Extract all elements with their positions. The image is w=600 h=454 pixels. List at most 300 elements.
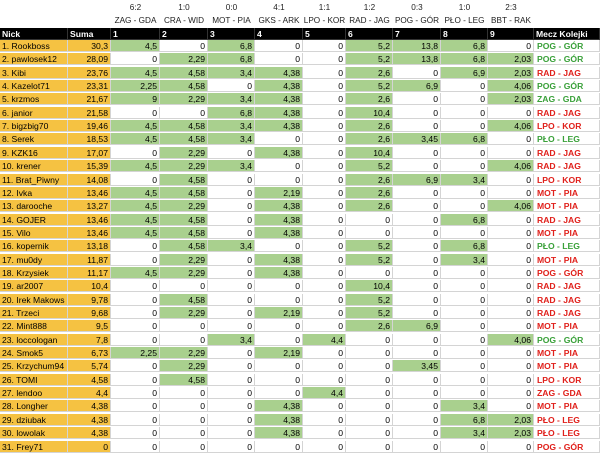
- score-cell[interactable]: 0: [255, 280, 303, 292]
- player-suma[interactable]: 23,76: [68, 67, 111, 79]
- score-cell[interactable]: 0: [160, 40, 208, 52]
- score-cell[interactable]: 0: [441, 120, 488, 132]
- mecz-kolejki-cell[interactable]: POG - GÓR: [534, 334, 600, 346]
- header-suma[interactable]: Suma: [68, 28, 111, 40]
- score-cell[interactable]: 6,8: [208, 107, 255, 119]
- mecz-kolejki-cell[interactable]: PŁO - LEG: [534, 133, 600, 145]
- score-cell[interactable]: 3,4: [208, 334, 255, 346]
- player-suma[interactable]: 6,73: [68, 347, 111, 359]
- score-cell[interactable]: 0: [393, 214, 441, 226]
- player-nick[interactable]: 12. Ivka: [0, 187, 68, 199]
- score-cell[interactable]: 4,38: [255, 200, 303, 212]
- score-cell[interactable]: 0: [208, 214, 255, 226]
- score-cell[interactable]: 0: [488, 133, 534, 145]
- score-cell[interactable]: 0: [441, 227, 488, 239]
- score-cell[interactable]: 0: [488, 441, 534, 453]
- score-cell[interactable]: 0: [346, 334, 393, 346]
- score-cell[interactable]: 0: [111, 254, 160, 266]
- player-suma[interactable]: 13,18: [68, 240, 111, 252]
- player-nick[interactable]: 26. TOMI: [0, 374, 68, 386]
- score-cell[interactable]: 0: [393, 374, 441, 386]
- mecz-kolejki-cell[interactable]: POG - GÓR: [534, 53, 600, 65]
- score-cell[interactable]: 10,4: [346, 147, 393, 159]
- score-cell[interactable]: 0: [346, 214, 393, 226]
- player-suma[interactable]: 13,46: [68, 214, 111, 226]
- score-cell[interactable]: 3,45: [393, 133, 441, 145]
- score-cell[interactable]: 0: [441, 320, 488, 332]
- player-nick[interactable]: 1. Rookboss: [0, 40, 68, 52]
- score-cell[interactable]: 0: [303, 120, 346, 132]
- score-cell[interactable]: 0: [441, 147, 488, 159]
- score-cell[interactable]: 0: [488, 360, 534, 372]
- score-cell[interactable]: 4,38: [255, 400, 303, 412]
- score-cell[interactable]: 0: [160, 280, 208, 292]
- score-cell[interactable]: 3,4: [208, 160, 255, 172]
- score-cell[interactable]: 0: [393, 187, 441, 199]
- score-cell[interactable]: 3,4: [208, 67, 255, 79]
- player-suma[interactable]: 15,39: [68, 160, 111, 172]
- mecz-kolejki-cell[interactable]: RAD - JAG: [534, 67, 600, 79]
- player-nick[interactable]: 27. lendoo: [0, 387, 68, 399]
- score-cell[interactable]: 0: [346, 427, 393, 439]
- score-cell[interactable]: 4,58: [160, 174, 208, 186]
- score-cell[interactable]: 2,25: [111, 80, 160, 92]
- score-cell[interactable]: 0: [303, 160, 346, 172]
- score-cell[interactable]: 0: [255, 174, 303, 186]
- score-cell[interactable]: 0: [208, 320, 255, 332]
- score-cell[interactable]: 0: [393, 307, 441, 319]
- score-cell[interactable]: 4,5: [111, 214, 160, 226]
- score-cell[interactable]: 4,38: [255, 120, 303, 132]
- score-cell[interactable]: 0: [208, 427, 255, 439]
- score-cell[interactable]: 0: [160, 400, 208, 412]
- score-cell[interactable]: 0: [111, 240, 160, 252]
- score-cell[interactable]: 4,38: [255, 147, 303, 159]
- score-cell[interactable]: 2,19: [255, 187, 303, 199]
- score-cell[interactable]: 0: [488, 187, 534, 199]
- score-cell[interactable]: 0: [303, 307, 346, 319]
- player-nick[interactable]: 7. bigzbig70: [0, 120, 68, 132]
- header-col-1[interactable]: 1: [111, 28, 160, 40]
- score-cell[interactable]: 0: [208, 387, 255, 399]
- score-cell[interactable]: 0: [488, 374, 534, 386]
- score-cell[interactable]: 0: [441, 387, 488, 399]
- score-cell[interactable]: 0: [208, 187, 255, 199]
- score-cell[interactable]: 0: [393, 200, 441, 212]
- score-cell[interactable]: 0: [208, 80, 255, 92]
- score-cell[interactable]: 0: [303, 374, 346, 386]
- score-cell[interactable]: 4,58: [160, 187, 208, 199]
- score-cell[interactable]: 0: [111, 174, 160, 186]
- header-col-6[interactable]: 6: [346, 28, 393, 40]
- score-cell[interactable]: 2,29: [160, 267, 208, 279]
- score-cell[interactable]: 2,29: [160, 160, 208, 172]
- score-cell[interactable]: 4,06: [488, 334, 534, 346]
- score-cell[interactable]: 4,5: [111, 160, 160, 172]
- score-cell[interactable]: 0: [488, 40, 534, 52]
- score-cell[interactable]: 0: [393, 160, 441, 172]
- score-cell[interactable]: 3,4: [208, 93, 255, 105]
- score-cell[interactable]: 10,4: [346, 280, 393, 292]
- mecz-kolejki-cell[interactable]: PŁO - LEG: [534, 414, 600, 426]
- mecz-kolejki-cell[interactable]: RAD - JAG: [534, 214, 600, 226]
- player-nick[interactable]: 11. Brat_Piwny: [0, 174, 68, 186]
- mecz-kolejki-cell[interactable]: RAD - JAG: [534, 160, 600, 172]
- score-cell[interactable]: 0: [160, 427, 208, 439]
- score-cell[interactable]: 4,58: [160, 133, 208, 145]
- score-cell[interactable]: 4,58: [160, 120, 208, 132]
- player-nick[interactable]: 25. Krzychum94: [0, 360, 68, 372]
- player-suma[interactable]: 7,8: [68, 334, 111, 346]
- player-nick[interactable]: 18. Krzysiek: [0, 267, 68, 279]
- score-cell[interactable]: 0: [160, 107, 208, 119]
- player-nick[interactable]: 20. Irek Makows: [0, 294, 68, 306]
- score-cell[interactable]: 0: [208, 294, 255, 306]
- score-cell[interactable]: 0: [303, 414, 346, 426]
- score-cell[interactable]: 0: [488, 227, 534, 239]
- header-col-7[interactable]: 7: [393, 28, 441, 40]
- score-cell[interactable]: 0: [488, 267, 534, 279]
- score-cell[interactable]: 0: [303, 147, 346, 159]
- player-suma[interactable]: 9,68: [68, 307, 111, 319]
- player-nick[interactable]: 29. dziubak: [0, 414, 68, 426]
- player-nick[interactable]: 17. mu0dy: [0, 254, 68, 266]
- player-suma[interactable]: 21,67: [68, 93, 111, 105]
- score-cell[interactable]: 0: [208, 147, 255, 159]
- header-col-8[interactable]: 8: [441, 28, 488, 40]
- score-cell[interactable]: 0: [303, 67, 346, 79]
- score-cell[interactable]: 0: [441, 441, 488, 453]
- score-cell[interactable]: 0: [303, 40, 346, 52]
- player-suma[interactable]: 23,31: [68, 80, 111, 92]
- mecz-kolejki-cell[interactable]: ZAG - GDA: [534, 387, 600, 399]
- player-nick[interactable]: 31. Frey71: [0, 441, 68, 453]
- player-nick[interactable]: 5. krzmos: [0, 93, 68, 105]
- mecz-kolejki-cell[interactable]: MOT - PIA: [534, 254, 600, 266]
- header-col-3[interactable]: 3: [208, 28, 255, 40]
- score-cell[interactable]: 2,6: [346, 174, 393, 186]
- score-cell[interactable]: 2,29: [160, 147, 208, 159]
- score-cell[interactable]: 0: [441, 200, 488, 212]
- player-nick[interactable]: 13. darooche: [0, 200, 68, 212]
- score-cell[interactable]: 0: [303, 227, 346, 239]
- score-cell[interactable]: 0: [303, 174, 346, 186]
- player-suma[interactable]: 9,78: [68, 294, 111, 306]
- mecz-kolejki-cell[interactable]: MOT - PIA: [534, 200, 600, 212]
- score-cell[interactable]: 6,8: [441, 53, 488, 65]
- score-cell[interactable]: 0: [441, 360, 488, 372]
- score-cell[interactable]: 0: [441, 107, 488, 119]
- score-cell[interactable]: 4,5: [111, 133, 160, 145]
- score-cell[interactable]: 0: [393, 240, 441, 252]
- score-cell[interactable]: 2,29: [160, 200, 208, 212]
- score-cell[interactable]: 0: [303, 80, 346, 92]
- score-cell[interactable]: 0: [441, 347, 488, 359]
- score-cell[interactable]: 0: [111, 400, 160, 412]
- score-cell[interactable]: 6,9: [393, 174, 441, 186]
- score-cell[interactable]: 0: [393, 400, 441, 412]
- score-cell[interactable]: 0: [160, 414, 208, 426]
- mecz-kolejki-cell[interactable]: MOT - PIA: [534, 187, 600, 199]
- score-cell[interactable]: 0: [303, 187, 346, 199]
- score-cell[interactable]: 4,38: [255, 227, 303, 239]
- score-cell[interactable]: 2,03: [488, 414, 534, 426]
- score-cell[interactable]: 2,6: [346, 120, 393, 132]
- score-cell[interactable]: 2,29: [160, 347, 208, 359]
- score-cell[interactable]: 0: [488, 107, 534, 119]
- score-cell[interactable]: 0: [303, 427, 346, 439]
- score-cell[interactable]: 4,4: [303, 334, 346, 346]
- score-cell[interactable]: 6,8: [441, 240, 488, 252]
- score-cell[interactable]: 0: [441, 334, 488, 346]
- score-cell[interactable]: 2,29: [160, 53, 208, 65]
- score-cell[interactable]: 6,8: [208, 40, 255, 52]
- score-cell[interactable]: 0: [160, 441, 208, 453]
- score-cell[interactable]: 6,8: [441, 133, 488, 145]
- score-cell[interactable]: 0: [393, 267, 441, 279]
- score-cell[interactable]: 2,6: [346, 200, 393, 212]
- score-cell[interactable]: 5,2: [346, 160, 393, 172]
- score-cell[interactable]: 6,8: [208, 53, 255, 65]
- mecz-kolejki-cell[interactable]: LPO - KOR: [534, 374, 600, 386]
- score-cell[interactable]: 2,19: [255, 347, 303, 359]
- score-cell[interactable]: 0: [441, 93, 488, 105]
- player-suma[interactable]: 13,46: [68, 227, 111, 239]
- player-suma[interactable]: 14,08: [68, 174, 111, 186]
- player-suma[interactable]: 21,58: [68, 107, 111, 119]
- score-cell[interactable]: 0: [303, 400, 346, 412]
- score-cell[interactable]: 4,58: [160, 80, 208, 92]
- player-nick[interactable]: 14. GOJER: [0, 214, 68, 226]
- score-cell[interactable]: 3,4: [208, 240, 255, 252]
- score-cell[interactable]: 0: [111, 374, 160, 386]
- score-cell[interactable]: 0: [160, 387, 208, 399]
- player-nick[interactable]: 24. Smok5: [0, 347, 68, 359]
- score-cell[interactable]: 4,38: [255, 67, 303, 79]
- player-suma[interactable]: 18,53: [68, 133, 111, 145]
- mecz-kolejki-cell[interactable]: ZAG - GDA: [534, 93, 600, 105]
- score-cell[interactable]: 0: [111, 107, 160, 119]
- score-cell[interactable]: 0: [393, 294, 441, 306]
- score-cell[interactable]: 0: [393, 280, 441, 292]
- player-nick[interactable]: 2. pawlosek12: [0, 53, 68, 65]
- score-cell[interactable]: 0: [488, 174, 534, 186]
- player-suma[interactable]: 9,5: [68, 320, 111, 332]
- score-cell[interactable]: 0: [393, 93, 441, 105]
- score-cell[interactable]: 0: [488, 307, 534, 319]
- score-cell[interactable]: 0: [441, 160, 488, 172]
- score-cell[interactable]: 0: [303, 267, 346, 279]
- score-cell[interactable]: 6,8: [441, 214, 488, 226]
- score-cell[interactable]: 6,9: [441, 67, 488, 79]
- score-cell[interactable]: 2,03: [488, 93, 534, 105]
- score-cell[interactable]: 0: [208, 267, 255, 279]
- mecz-kolejki-cell[interactable]: POG - GÓR: [534, 40, 600, 52]
- score-cell[interactable]: 4,06: [488, 80, 534, 92]
- score-cell[interactable]: 0: [208, 280, 255, 292]
- score-cell[interactable]: 0: [303, 214, 346, 226]
- score-cell[interactable]: 0: [488, 254, 534, 266]
- score-cell[interactable]: 0: [255, 53, 303, 65]
- score-cell[interactable]: 0: [208, 374, 255, 386]
- player-nick[interactable]: 16. kopernik: [0, 240, 68, 252]
- score-cell[interactable]: 0: [488, 294, 534, 306]
- score-cell[interactable]: 0: [111, 53, 160, 65]
- score-cell[interactable]: 3,45: [393, 360, 441, 372]
- player-suma[interactable]: 30,3: [68, 40, 111, 52]
- score-cell[interactable]: 4,5: [111, 267, 160, 279]
- score-cell[interactable]: 4,5: [111, 40, 160, 52]
- score-cell[interactable]: 0: [441, 187, 488, 199]
- score-cell[interactable]: 0: [208, 400, 255, 412]
- score-cell[interactable]: 0: [255, 374, 303, 386]
- header-col-9[interactable]: 9: [488, 28, 534, 40]
- mecz-kolejki-cell[interactable]: POG - GÓR: [534, 441, 600, 453]
- score-cell[interactable]: 0: [303, 347, 346, 359]
- score-cell[interactable]: 2,29: [160, 254, 208, 266]
- score-cell[interactable]: 5,2: [346, 294, 393, 306]
- player-suma[interactable]: 28,09: [68, 53, 111, 65]
- score-cell[interactable]: 6,9: [393, 80, 441, 92]
- score-cell[interactable]: 0: [255, 441, 303, 453]
- score-cell[interactable]: 0: [303, 294, 346, 306]
- score-cell[interactable]: 0: [488, 400, 534, 412]
- score-cell[interactable]: 0: [393, 227, 441, 239]
- score-cell[interactable]: 0: [441, 267, 488, 279]
- player-suma[interactable]: 11,87: [68, 254, 111, 266]
- score-cell[interactable]: 0: [208, 227, 255, 239]
- player-suma[interactable]: 13,27: [68, 200, 111, 212]
- score-cell[interactable]: 0: [255, 387, 303, 399]
- score-cell[interactable]: 0: [303, 360, 346, 372]
- player-suma[interactable]: 4,4: [68, 387, 111, 399]
- score-cell[interactable]: 0: [208, 347, 255, 359]
- header-mecz-kolejki[interactable]: Mecz Kolejki: [534, 28, 600, 40]
- player-suma[interactable]: 4,38: [68, 414, 111, 426]
- player-nick[interactable]: 28. Longher: [0, 400, 68, 412]
- score-cell[interactable]: 0: [393, 147, 441, 159]
- score-cell[interactable]: 3,4: [441, 400, 488, 412]
- score-cell[interactable]: 0: [255, 40, 303, 52]
- score-cell[interactable]: 3,4: [441, 427, 488, 439]
- score-cell[interactable]: 0: [111, 414, 160, 426]
- score-cell[interactable]: 4,38: [255, 414, 303, 426]
- score-cell[interactable]: 4,58: [160, 294, 208, 306]
- score-cell[interactable]: 2,03: [488, 427, 534, 439]
- score-cell[interactable]: 0: [303, 320, 346, 332]
- score-cell[interactable]: 0: [255, 320, 303, 332]
- score-cell[interactable]: 5,2: [346, 240, 393, 252]
- player-nick[interactable]: 8. Serek: [0, 133, 68, 145]
- player-nick[interactable]: 21. Trzeci: [0, 307, 68, 319]
- score-cell[interactable]: 4,38: [255, 427, 303, 439]
- player-nick[interactable]: 30. lowolak: [0, 427, 68, 439]
- score-cell[interactable]: 5,2: [346, 40, 393, 52]
- player-nick[interactable]: 6. janior: [0, 107, 68, 119]
- player-nick[interactable]: 10. krener: [0, 160, 68, 172]
- score-cell[interactable]: 4,38: [255, 267, 303, 279]
- score-cell[interactable]: 2,6: [346, 133, 393, 145]
- score-cell[interactable]: 0: [393, 334, 441, 346]
- score-cell[interactable]: 0: [160, 334, 208, 346]
- score-cell[interactable]: 0: [160, 320, 208, 332]
- score-cell[interactable]: 0: [441, 307, 488, 319]
- player-suma[interactable]: 10,4: [68, 280, 111, 292]
- score-cell[interactable]: 0: [393, 254, 441, 266]
- header-col-5[interactable]: 5: [303, 28, 346, 40]
- header-col-4[interactable]: 4: [255, 28, 303, 40]
- mecz-kolejki-cell[interactable]: MOT - PIA: [534, 320, 600, 332]
- score-cell[interactable]: 0: [111, 387, 160, 399]
- score-cell[interactable]: 2,6: [346, 320, 393, 332]
- score-cell[interactable]: 2,29: [160, 307, 208, 319]
- mecz-kolejki-cell[interactable]: MOT - PIA: [534, 400, 600, 412]
- score-cell[interactable]: 0: [208, 414, 255, 426]
- score-cell[interactable]: 0: [208, 254, 255, 266]
- mecz-kolejki-cell[interactable]: PŁO - LEG: [534, 427, 600, 439]
- score-cell[interactable]: 13,8: [393, 53, 441, 65]
- player-nick[interactable]: 22. Mint888: [0, 320, 68, 332]
- score-cell[interactable]: 5,2: [346, 254, 393, 266]
- score-cell[interactable]: 4,58: [160, 227, 208, 239]
- score-cell[interactable]: 4,5: [111, 227, 160, 239]
- player-suma[interactable]: 4,38: [68, 400, 111, 412]
- score-cell[interactable]: 2,6: [346, 93, 393, 105]
- score-cell[interactable]: 0: [346, 360, 393, 372]
- score-cell[interactable]: 4,06: [488, 120, 534, 132]
- player-nick[interactable]: 19. ar2007: [0, 280, 68, 292]
- score-cell[interactable]: 0: [346, 347, 393, 359]
- score-cell[interactable]: 4,4: [303, 387, 346, 399]
- player-suma[interactable]: 5,74: [68, 360, 111, 372]
- score-cell[interactable]: 5,2: [346, 80, 393, 92]
- score-cell[interactable]: 0: [393, 347, 441, 359]
- score-cell[interactable]: 2,29: [160, 360, 208, 372]
- score-cell[interactable]: 4,5: [111, 187, 160, 199]
- score-cell[interactable]: 0: [255, 360, 303, 372]
- score-cell[interactable]: 0: [488, 240, 534, 252]
- score-cell[interactable]: 0: [488, 147, 534, 159]
- score-cell[interactable]: 0: [111, 441, 160, 453]
- score-cell[interactable]: 3,4: [208, 120, 255, 132]
- player-suma[interactable]: 17,07: [68, 147, 111, 159]
- score-cell[interactable]: 0: [488, 320, 534, 332]
- score-cell[interactable]: 0: [208, 200, 255, 212]
- mecz-kolejki-cell[interactable]: MOT - PIA: [534, 347, 600, 359]
- player-nick[interactable]: 15. Vilo: [0, 227, 68, 239]
- score-cell[interactable]: 4,5: [111, 67, 160, 79]
- score-cell[interactable]: 4,38: [255, 107, 303, 119]
- score-cell[interactable]: 0: [111, 360, 160, 372]
- score-cell[interactable]: 0: [393, 67, 441, 79]
- score-cell[interactable]: 0: [255, 334, 303, 346]
- mecz-kolejki-cell[interactable]: MOT - PIA: [534, 227, 600, 239]
- score-cell[interactable]: 2,6: [346, 187, 393, 199]
- score-cell[interactable]: 0: [303, 280, 346, 292]
- score-cell[interactable]: 0: [488, 214, 534, 226]
- score-cell[interactable]: 0: [303, 93, 346, 105]
- score-cell[interactable]: 0: [111, 280, 160, 292]
- score-cell[interactable]: 0: [111, 147, 160, 159]
- score-cell[interactable]: 0: [346, 441, 393, 453]
- score-cell[interactable]: 4,38: [255, 214, 303, 226]
- player-suma[interactable]: 4,38: [68, 427, 111, 439]
- player-nick[interactable]: 9. KZK16: [0, 147, 68, 159]
- score-cell[interactable]: 3,4: [441, 254, 488, 266]
- mecz-kolejki-cell[interactable]: PŁO - LEG: [534, 240, 600, 252]
- mecz-kolejki-cell[interactable]: RAD - JAG: [534, 307, 600, 319]
- score-cell[interactable]: 0: [208, 174, 255, 186]
